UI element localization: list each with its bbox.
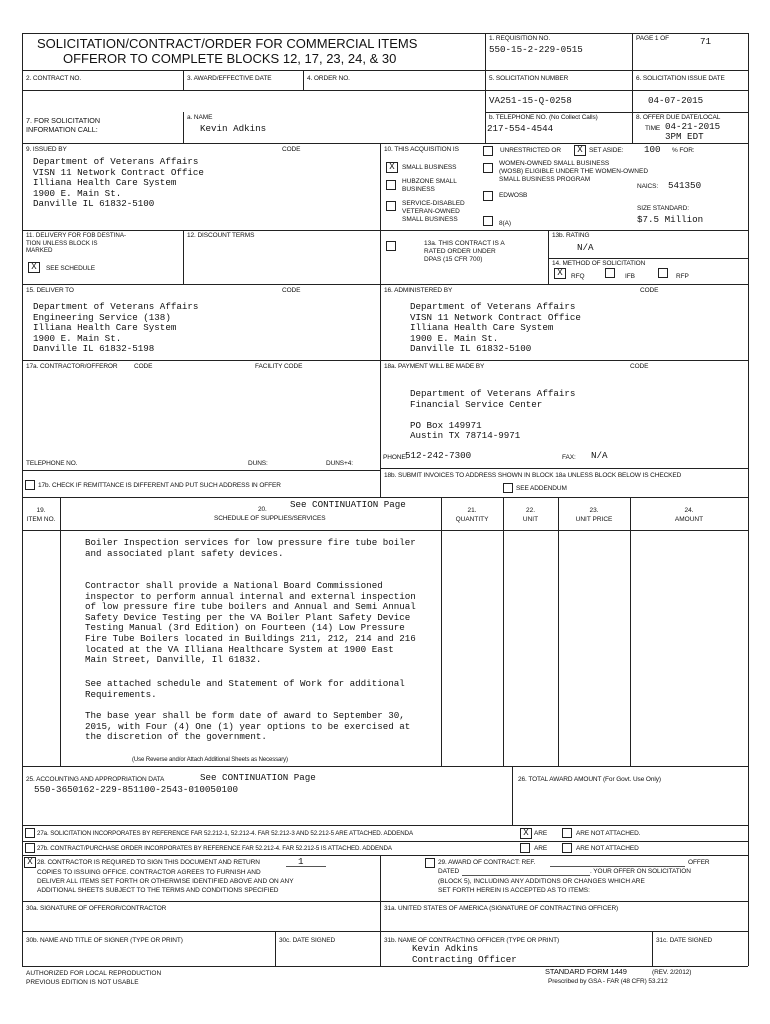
payment-label: 18a. PAYMENT WILL BE MADE BY [384, 363, 485, 370]
rule [380, 143, 381, 497]
rule [380, 468, 748, 469]
solicitation-no-label: 5. SOLICITATION NUMBER [489, 75, 569, 82]
addendum-label: SEE ADDENDUM [516, 485, 567, 492]
rule [22, 70, 748, 71]
rule [632, 33, 633, 143]
rule [22, 825, 748, 826]
hubzone-checkbox[interactable] [386, 180, 396, 190]
phone-label: b. TELEPHONE NO. (No Collect Calls) [489, 114, 598, 121]
administered-by-address[interactable]: Department of Veterans Affairs VISN 11 Network Contract Office Illiana Health Care System 1900 E. Main St. Danville IL 61832-5100 [410, 301, 581, 355]
rfp-checkbox[interactable] [658, 268, 668, 278]
addendum-checkbox[interactable] [503, 483, 513, 493]
unrestricted-label: UNRESTRICTED OR [500, 147, 561, 154]
rule [748, 33, 749, 966]
deliver-to-code-label: CODE [282, 287, 301, 294]
administered-by-label: 16. ADMINISTERED BY [384, 287, 453, 294]
rule [548, 230, 549, 284]
remittance-label: 17b. CHECK IF REMITTANCE IS DIFFERENT AND PUT SUCH ADDRESS IN OFFER [38, 482, 281, 489]
schedule-paragraph: The base year shall be form date of award to September 30, 2015, with Four (4) One (1) year options to be exercised at the discretion of the government. [85, 710, 411, 743]
discount-terms-label: 12. DISCOUNT TERMS [187, 232, 255, 239]
rule [60, 497, 61, 766]
payment-code-label: CODE [630, 363, 649, 370]
rule [22, 360, 748, 361]
copies-underline [286, 866, 326, 867]
co-date-label: 31c. DATE SIGNED [656, 937, 713, 944]
rule [22, 33, 23, 966]
rule [275, 931, 276, 966]
offeror-signature-label: 30a. SIGNATURE OF OFFEROR/CONTRACTOR [26, 905, 167, 912]
rule [22, 841, 748, 842]
award-date-label: 3. AWARD/EFFECTIVE DATE [187, 75, 272, 82]
deliver-to-address[interactable]: Department of Veterans Affairs Engineering Service (138) Illiana Health Care System 1900 E. Main St. Danville IL 61832-5198 [33, 301, 199, 355]
standard-form: STANDARD FORM 1449 [545, 967, 627, 976]
payment-fax-label: FAX: [562, 454, 576, 461]
dated-underline [462, 875, 590, 876]
total-award-label: 26. TOTAL AWARD AMOUNT (For Govt. Use Only) [518, 776, 661, 783]
size-standard-value[interactable]: $7.5 Million [637, 214, 704, 225]
rfq-label: RFQ [571, 273, 585, 280]
col-schedule-num: 20. [258, 506, 267, 513]
payment-address[interactable]: Department of Veterans Affairs Financial Service Center PO Box 149971 Austin TX 78714-9971 [410, 388, 576, 442]
due-time-value[interactable]: 3PM EDT [665, 131, 704, 142]
rating-value[interactable]: N/A [577, 242, 594, 253]
revision: (REV. 2/2012) [652, 969, 692, 976]
accounting-note: See CONTINUATION Page [200, 772, 316, 783]
schedule-paragraph: Contractor shall provide a National Board Commissioned inspector to perform annual internal and external inspection of low pressure fire tube boilers and Annual and Semi Annual Safety Device Testing per the VA Boiler Plant Safety Device Testing Manual (3rd Edition) on Fourteen (14) Low Pressure Fire Tube Boilers located in Buildings 211, 212, 214 and 216 located at the VA Illiana Healthcare System at 1900 East Main Street, Danville, Il 61832. [85, 580, 416, 666]
rule [512, 766, 513, 825]
eight-a-checkbox[interactable] [483, 216, 493, 226]
rule [183, 112, 184, 143]
29-dated: DATED [438, 868, 460, 875]
percent-for-label: % FOR: [672, 147, 695, 154]
small-business-checkbox[interactable]: X [386, 162, 398, 173]
rule [380, 855, 381, 966]
27b-checkbox[interactable] [25, 843, 35, 853]
name-label: a. NAME [187, 114, 213, 121]
prescribed-by: Prescribed by GSA - FAR (48 CFR) 53.212 [548, 978, 668, 985]
col-schedule-note: See CONTINUATION Page [290, 499, 406, 510]
schedule-paragraph: Boiler Inspection services for low pressure fire tube boiler and associated plant safety devices. [85, 537, 416, 559]
rule [22, 497, 748, 498]
naics-value[interactable]: 541350 [668, 180, 702, 191]
invoice-label: 18b. SUBMIT INVOICES TO ADDRESS SHOWN IN BLOCK 18a UNLESS BLOCK BELOW IS CHECKED [384, 472, 682, 479]
due-date-value[interactable]: 04-21-2015 [665, 121, 721, 132]
page-label: PAGE 1 OF [636, 35, 669, 42]
27a-checkbox[interactable] [25, 828, 35, 838]
29-text: 29. AWARD OF CONTRACT: REF. [438, 859, 536, 866]
rule [22, 90, 748, 91]
rule [22, 901, 748, 902]
due-date-label: 8. OFFER DUE DATE/LOCAL [636, 114, 721, 121]
payment-phone-value[interactable]: 512-242-7300 [405, 450, 472, 461]
form-subtitle: OFFEROR TO COMPLETE BLOCKS 12, 17, 23, 24, & 30 [63, 51, 397, 66]
remittance-checkbox[interactable] [25, 480, 35, 490]
co-name-label: 31b. NAME OF CONTRACTING OFFICER (TYPE OR PRINT) [384, 937, 560, 944]
contractor-code-label: CODE [134, 363, 153, 370]
form-title: SOLICITATION/CONTRACT/ORDER FOR COMMERCIAL ITEMS [37, 36, 418, 51]
edwosb-label: EDWOSB [499, 192, 528, 199]
rule [22, 966, 748, 967]
28-text: 28. CONTRACTOR IS REQUIRED TO SIGN THIS DOCUMENT AND RETURN [37, 859, 260, 866]
rule [22, 766, 748, 767]
29-offer: OFFER [688, 859, 710, 866]
col-schedule: SCHEDULE OF SUPPLIES/SERVICES [214, 515, 326, 522]
rule [183, 70, 184, 90]
duns-label: DUNS: [248, 460, 268, 467]
wosb-label: WOMEN-OWNED SMALL BUSINESS (WOSB) ELIGIBLE UNDER THE WOMEN-OWNED SMALL BUSINESS PROGRAM [499, 160, 649, 183]
naics-label: NAICS: [637, 183, 659, 190]
col-unit-price: 23. UNIT PRICE [575, 507, 613, 523]
27b-are-not-label: ARE NOT ATTACHED [576, 845, 639, 852]
info-call-label: 7. FOR SOLICITATION INFORMATION CALL: [26, 116, 101, 134]
rule [183, 230, 184, 284]
29-your-offer: . YOUR OFFER ON SOLICITATION [590, 868, 691, 875]
deliver-to-label: 15. DELIVER TO [26, 287, 74, 294]
rating-label: 13b. RATING [552, 232, 590, 239]
unrestricted-checkbox[interactable] [483, 146, 493, 156]
rule [22, 230, 380, 231]
27b-label: 27b. CONTRACT/PURCHASE ORDER INCORPORATES BY REFERENCE FAR 52.212-4. FAR 52.212-5 IS ATTACHED. ADDENDA [37, 845, 392, 852]
rule [22, 855, 748, 856]
ref-underline [550, 866, 685, 867]
acquisition-label: 10. THIS ACQUISITION IS [384, 146, 459, 153]
ifb-checkbox[interactable] [605, 268, 615, 278]
small-business-label: SMALL BUSINESS [402, 164, 457, 171]
27a-are-not-checkbox[interactable] [562, 828, 572, 838]
col-amount: 24. AMOUNT [674, 507, 704, 523]
col-unit: 22. UNIT [522, 507, 539, 523]
27a-are-checkbox[interactable]: X [520, 828, 532, 839]
rule [630, 497, 631, 766]
rated-order-checkbox[interactable] [386, 241, 396, 251]
29-checkbox[interactable] [425, 858, 435, 868]
eight-a-label: 8(A) [499, 220, 511, 227]
rule [22, 284, 748, 285]
rule [485, 112, 748, 113]
requisition-label: 1. REQUISITION NO. [489, 35, 551, 42]
rated-order-label: 13a. THIS CONTRACT IS A RATED ORDER UNDER DPAS (15 CFR 700) [424, 240, 505, 263]
wosb-checkbox[interactable] [483, 163, 493, 173]
edwosb-checkbox[interactable] [483, 191, 493, 201]
payment-fax-value[interactable]: N/A [591, 450, 608, 461]
payment-phone-label: PHONE: [383, 454, 408, 461]
rule [22, 143, 748, 144]
continuation-footnote: (Use Reverse and/or Attach Additional Sheets as Necessary) [132, 757, 288, 763]
rule [22, 931, 748, 932]
28-copies[interactable]: 1 [298, 856, 304, 867]
rule [548, 258, 748, 259]
administered-by-code-label: CODE [640, 287, 659, 294]
accounting-label: 25. ACCOUNTING AND APPROPRIATION DATA [26, 776, 165, 783]
issue-date-label: 6. SOLICITATION ISSUE DATE [636, 75, 725, 82]
reproduction-note: AUTHORIZED FOR LOCAL REPRODUCTION PREVIOUS EDITION IS NOT USABLE [26, 970, 162, 986]
order-no-label: 4. ORDER NO. [307, 75, 350, 82]
time-label: TIME [645, 125, 661, 132]
27a-are-not-label: ARE NOT ATTACHED. [576, 830, 641, 837]
co-signature-label: 31a. UNITED STATES OF AMERICA (SIGNATURE OF CONTRACTING OFFICER) [384, 905, 619, 912]
rule [503, 497, 504, 766]
issue-date-value[interactable]: 04-07-2015 [648, 95, 704, 106]
rule [22, 33, 748, 34]
solicitation-no-value[interactable]: VA251-15-Q-0258 [489, 95, 572, 106]
rfq-checkbox[interactable]: X [554, 268, 566, 279]
requisition-value[interactable]: 550-15-2-229-0515 [489, 44, 583, 55]
contractor-label: 17a. CONTRACTOR/OFFEROR [26, 363, 118, 370]
issued-by-address[interactable]: Department of Veterans Affairs VISN 11 Network Contract Office Illiana Health Care System 1900 E. Main St. Danville IL 61832-5100 [33, 156, 204, 210]
co-name-value[interactable]: Kevin Adkins Contracting Officer [412, 943, 517, 965]
rule [380, 230, 748, 231]
fob-label: 11. DELIVERY FOR FOB DESTINA- TION UNLESS BLOCK IS MARKED [26, 232, 127, 254]
col-quantity: 21. QUANTITY [455, 507, 489, 523]
see-schedule-checkbox[interactable]: X [28, 262, 40, 273]
signer-name-label: 30b. NAME AND TITLE OF SIGNER (TYPE OR PRINT) [26, 937, 183, 944]
set-aside-percent[interactable]: 100 [644, 144, 661, 155]
issued-by-label: 9. ISSUED BY [26, 146, 67, 153]
offeror-date-label: 30c. DATE SIGNED [279, 937, 336, 944]
rule [652, 931, 653, 966]
set-aside-label: SET ASIDE: [589, 147, 624, 154]
contact-name[interactable]: Kevin Adkins [200, 123, 267, 134]
28-checkbox[interactable]: X [24, 857, 36, 868]
28-terms: COPIES TO ISSUING OFFICE. CONTRACTOR AGREES TO FURNISH AND DELIVER ALL ITEMS SET FORTH OR OTHERWISE IDENTIFIED ABOVE AND ON ANY ADDITIONAL SHEETS SUBJECT TO THE TERMS AND CONDITIONS SPECIFIED [37, 869, 294, 894]
duns4-label: DUNS+4: [326, 460, 353, 467]
29-terms: (BLOCK 5), INCLUDING ANY ADDITIONS OR CHANGES WHICH ARE SET FORTH HEREIN IS ACCEPTED AS TO ITEMS: [438, 878, 645, 894]
col-item-no: 19. ITEM NO. [26, 507, 56, 523]
page-total: 71 [700, 36, 712, 47]
ifb-label: IFB [625, 273, 635, 280]
contractor-telephone-label: TELEPHONE NO. [26, 460, 78, 467]
contract-no-label: 2. CONTRACT NO. [26, 75, 82, 82]
27a-label: 27a. SOLICITATION INCORPORATES BY REFERENCE FAR 52.212-1, 52.212-4. FAR 52.212-3 AND 52.212-5 ARE ATTACHED. ADDENDA [37, 830, 414, 837]
sdvosb-label: SERVICE-DISABLED VETERAN-OWNED SMALL BUSINESS [402, 200, 465, 223]
27a-are-label: ARE [534, 830, 548, 837]
hubzone-label: HUBZONE SMALL BUSINESS [402, 178, 457, 193]
solicitation-method-label: 14. METHOD OF SOLICITATION [552, 260, 646, 267]
27b-are-not-checkbox[interactable] [562, 843, 572, 853]
contact-phone[interactable]: 217-554-4544 [487, 123, 554, 134]
27b-are-checkbox[interactable] [520, 843, 530, 853]
accounting-value[interactable]: 550-3650162-229-851100-2543-010050100 [34, 784, 238, 795]
rule [441, 497, 442, 766]
rule [485, 33, 486, 143]
rule [558, 497, 559, 766]
rule [22, 470, 380, 471]
schedule-paragraph: See attached schedule and Statement of Work for additional Requirements. [85, 678, 405, 700]
sdvosb-checkbox[interactable] [386, 201, 396, 211]
rule [303, 70, 304, 90]
size-standard-label: SIZE STANDARD: [637, 205, 689, 212]
27b-are-label: ARE [534, 845, 548, 852]
facility-code-label: FACILITY CODE [255, 363, 303, 370]
set-aside-checkbox[interactable]: X [574, 145, 586, 156]
rule [22, 530, 748, 531]
issued-by-code-label: CODE [282, 146, 301, 153]
rfp-label: RFP [676, 273, 689, 280]
see-schedule-label: SEE SCHEDULE [46, 265, 96, 272]
